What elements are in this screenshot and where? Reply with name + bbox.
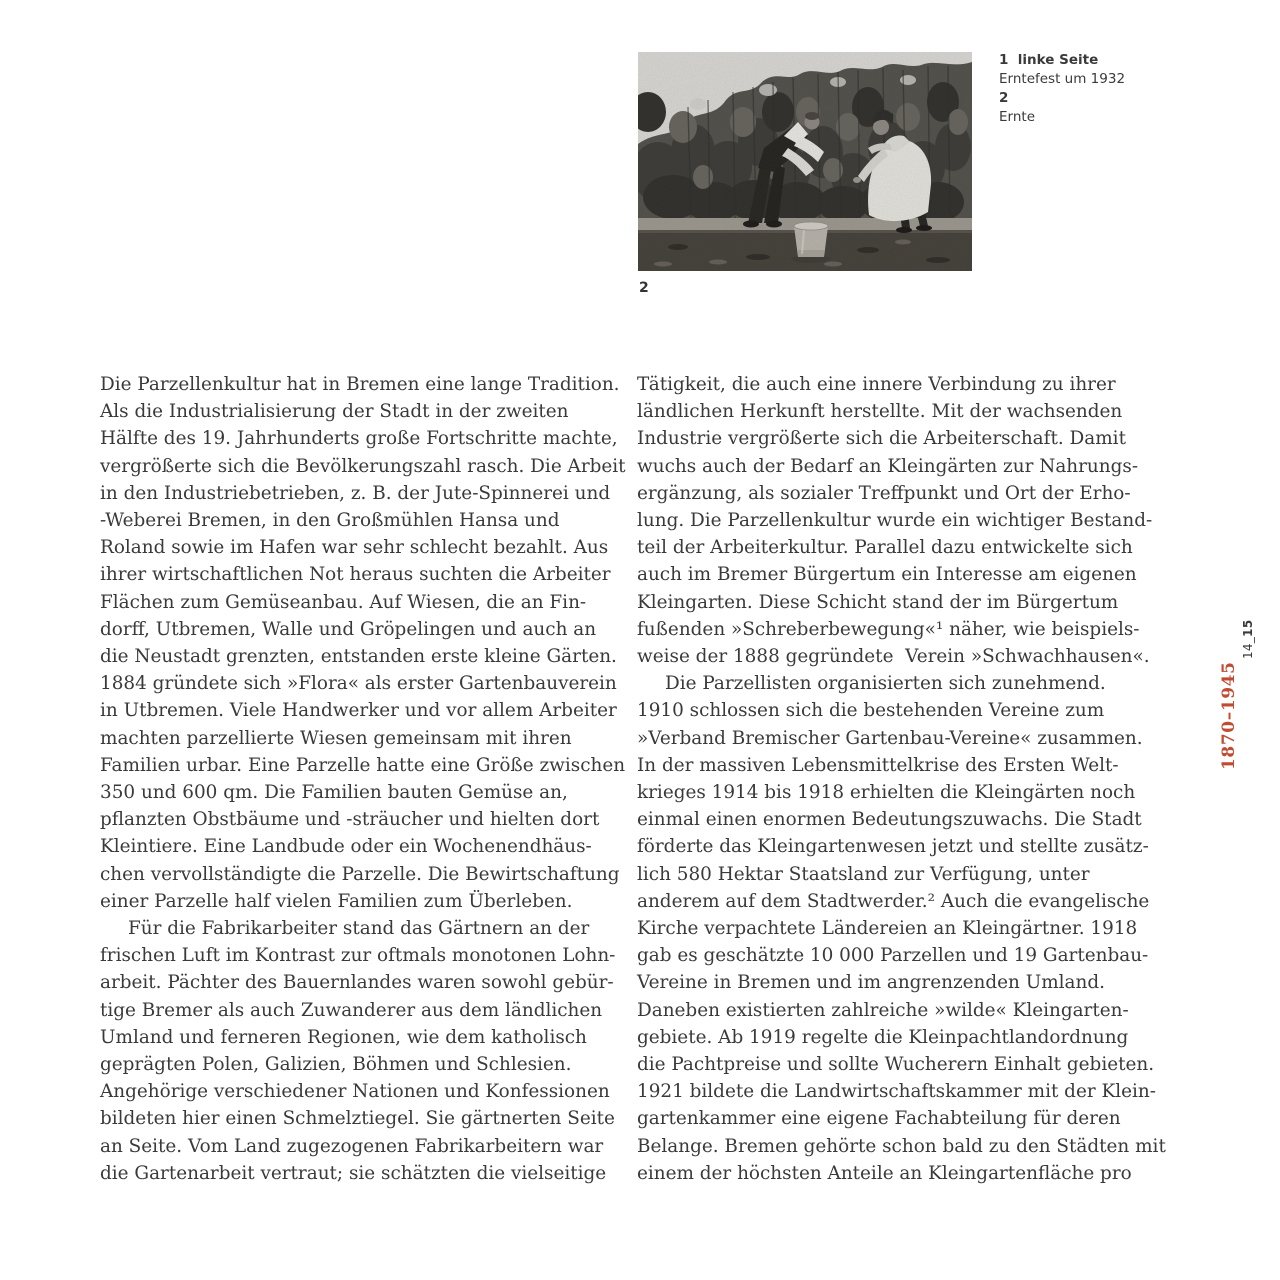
text-line: 1921 bildete die Landwirtschaftskammer mit der Klein- (637, 1081, 1156, 1103)
text-line: die Neustadt grenzten, entstanden erste kleine Gärten. (100, 646, 617, 668)
text-line: gebiete. Ab 1919 regelte die Kleinpachtlandordnung (637, 1026, 1129, 1048)
text-line: -Weberei Bremen, in den Großmühlen Hansa und (100, 510, 560, 532)
text-line: teil der Arbeiterkultur. Parallel dazu entwickelte sich (637, 537, 1133, 559)
text-line: gartenkammer eine eigene Fachabteilung für deren (637, 1108, 1121, 1130)
text-line: die Pachtpreise und sollte Wucherern Einhalt gebieten. (637, 1054, 1155, 1076)
text-line: krieges 1914 bis 1918 erhielten die Kleingärten noch (637, 782, 1136, 804)
text-line: 1910 schlossen sich die bestehenden Vereine zum (637, 700, 1105, 722)
text-line: dorff, Utbremen, Walle und Gröpelingen und auch an (100, 618, 597, 640)
text-line: ergänzung, als sozialer Treffpunkt und Ort der Erho- (637, 482, 1131, 504)
text-line: einer Parzelle half vielen Familien zum Überleben. (100, 890, 573, 912)
text-line: Kleintiere. Eine Landbude oder ein Wochenendhäus- (100, 836, 592, 858)
page-number-left: 14_ (1241, 636, 1255, 659)
text-line: weise der 1888 gegründete Verein »Schwachhausen«. (637, 646, 1150, 668)
text-line: Daneben existierten zahlreiche »wilde« Kleingarten- (637, 999, 1129, 1021)
text-line: vergrößerte sich die Bevölkerungszahl rasch. Die Arbeit (100, 455, 626, 477)
text-line: tige Bremer als auch Zuwanderer aus dem ländlichen (100, 999, 603, 1021)
text-line: Kirche verpachtete Ländereien an Kleingärtner. 1918 (637, 918, 1138, 940)
caption-line: Ernte (999, 109, 1035, 125)
text-line: In der massiven Lebensmittelkrise des Ersten Welt- (637, 754, 1119, 776)
text-line: lich 580 Hektar Staatsland zur Verfügung, unter (637, 863, 1090, 885)
text-line: Hälfte des 19. Jahrhunderts große Fortschritte machte, (100, 428, 618, 450)
text-line: machten parzellierte Wiesen gemeinsam mit ihren (100, 727, 572, 749)
text-line: wuchs auch der Bedarf an Kleingärten zur Nahrungs- (637, 455, 1139, 477)
text-line: Roland sowie im Hafen war sehr schlecht bezahlt. Aus (100, 537, 609, 559)
text-line: Angehörige verschiedener Nationen und Konfessionen (100, 1081, 610, 1103)
text-line: 1884 gründete sich »Flora« als erster Gartenbauverein (100, 673, 617, 695)
text-line: Als die Industrialisierung der Stadt in der zweiten (100, 401, 569, 423)
text-line: einmal einen enormen Bedeutungszuwachs. Die Stadt (637, 809, 1142, 831)
page-number-right: 15 (1241, 619, 1255, 637)
text-line: Die Parzellisten organisierten sich zunehmend. (665, 673, 1106, 695)
text-line: ihrer wirtschaftlichen Not heraus suchten die Arbeiter (100, 564, 611, 586)
text-line: lung. Die Parzellenkultur wurde ein wichtiger Bestand- (637, 510, 1153, 532)
text-line: Vereine in Bremen und im angrenzenden Umland. (637, 972, 1105, 994)
text-line: 350 und 600 qm. Die Familien bauten Gemüse an, (100, 782, 568, 804)
text-line: anderem auf dem Stadtwerder.² Auch die evangelische (637, 890, 1150, 912)
caption-line: 1 linke Seite (999, 52, 1099, 68)
text-line: Umland und ferneren Regionen, wie dem katholisch (100, 1026, 587, 1048)
text-line: pflanzten Obstbäume und -sträucher und hielten dort (100, 809, 600, 831)
text-line: Die Parzellenkultur hat in Bremen eine lange Tradition. (100, 374, 620, 395)
text-line: »Verband Bremischer Gartenbau-Vereine« zusammen. (637, 727, 1143, 749)
caption-line: 2 (999, 90, 1009, 106)
text-line: geprägten Polen, Galizien, Böhmen und Schlesien. (100, 1054, 572, 1076)
text-line: Kleingarten. Diese Schicht stand der im Bürgertum (637, 591, 1119, 613)
harvest-photo (638, 52, 972, 271)
text-line: die Gartenarbeit vertraut; sie schätzten die vielseitige (100, 1162, 607, 1184)
figure-number: 2 (639, 280, 649, 296)
text-line: förderte das Kleingartenwesen jetzt und stellte zusätz- (637, 836, 1149, 858)
text-column-right (637, 371, 1166, 1187)
text-line: in den Industriebetrieben, z. B. der Jute-Spinnerei und (100, 482, 611, 504)
text-line: auch im Bremer Bürgertum ein Interesse am eigenen (637, 564, 1137, 586)
text-line: Belange. Bremen gehörte schon bald zu den Städten mit (637, 1135, 1166, 1157)
text-line: Flächen zum Gemüseanbau. Auf Wiesen, die an Fin- (100, 591, 587, 613)
text-line: bildeten hier einen Schmelztiegel. Sie gärtnerten Seite (100, 1108, 615, 1130)
text-line: fußenden »Schreberbewegung«¹ näher, wie beispiels- (637, 618, 1140, 640)
figure-2 (638, 52, 972, 271)
page-spread-label (1241, 620, 1255, 659)
text-line: Für die Fabrikarbeiter stand das Gärtnern an der (128, 918, 590, 940)
text-column-left (100, 371, 626, 1187)
text-line: Industrie vergrößerte sich die Arbeiterschaft. Damit (637, 428, 1126, 450)
caption-line: Erntefest um 1932 (999, 71, 1126, 87)
text-line: in Utbremen. Viele Handwerker und vor allem Arbeiter (100, 700, 617, 722)
text-line: frischen Luft im Kontrast zur oftmals monotonen Lohn- (100, 945, 616, 967)
era-label: 1870–1945 (1219, 661, 1239, 770)
text-line: ländlichen Herkunft herstellte. Mit der wachsenden (637, 401, 1123, 423)
text-line: Tätigkeit, die auch eine innere Verbindung zu ihrer (637, 374, 1116, 395)
text-line: an Seite. Vom Land zugezogenen Fabrikarbeitern war (100, 1135, 604, 1157)
text-line: einem der höchsten Anteile an Kleingartenfläche pro (637, 1162, 1132, 1184)
text-line: chen vervollständigte die Parzelle. Die Bewirtschaftung (100, 863, 620, 885)
text-line: arbeit. Pächter des Bauernlandes waren sowohl gebür- (100, 972, 614, 994)
text-line: gab es geschätzte 10 000 Parzellen und 19 Gartenbau- (637, 945, 1149, 967)
figure-captions (999, 51, 1125, 127)
text-line: Familien urbar. Eine Parzelle hatte eine Größe zwischen (100, 754, 626, 776)
